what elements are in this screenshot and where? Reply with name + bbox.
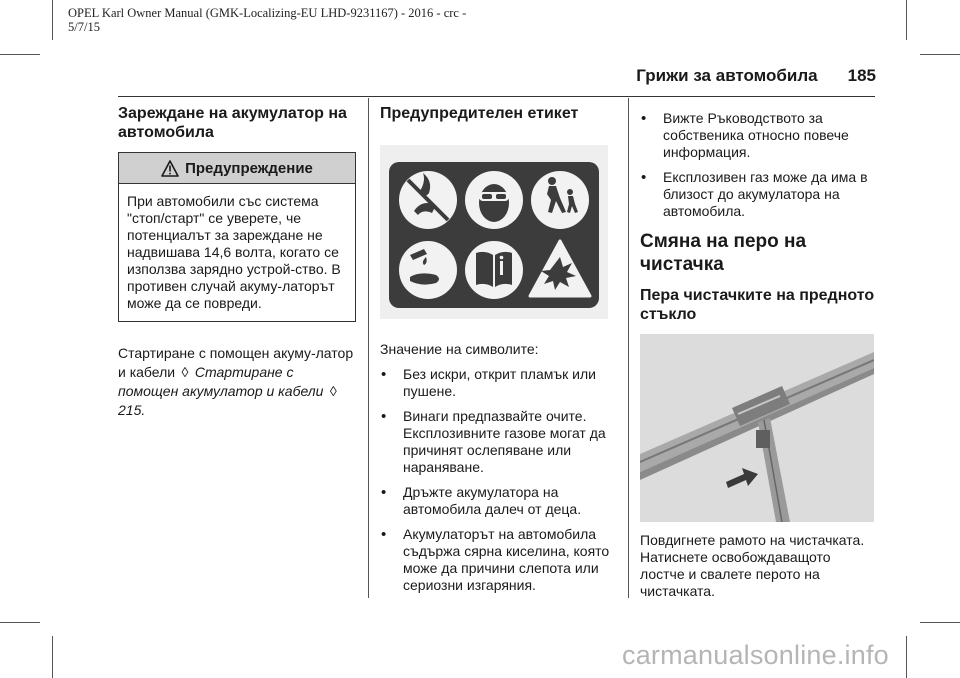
battery-warning-label-figure [380, 145, 618, 323]
column-divider [628, 98, 629, 598]
column-middle [380, 104, 618, 602]
jump-start-text: Стартиране с помощен акуму-латор и кабели [118, 345, 354, 380]
crop-mark [906, 0, 907, 40]
jump-start-paragraph [118, 344, 356, 420]
crop-mark [906, 636, 907, 678]
cross-reference-icon: ◊ [329, 383, 337, 399]
crop-mark [920, 622, 960, 623]
symbols-list-continued [640, 110, 876, 220]
wiper-replacement-heading: Смяна на перо на чистачка [640, 231, 807, 275]
wiper-caption: Повдигнете рамото на чистачката. Натиснете освобождаващото лостче и свалете перото на чистачката. [640, 532, 865, 599]
battery-charging-heading: Зареждане на акумулатор на автомобила [118, 105, 347, 141]
crop-mark [52, 636, 53, 678]
section-title: Грижи за автомобила [636, 66, 818, 85]
cross-reference-icon: ◊ [181, 364, 189, 380]
warning-label-heading: Предупредителен етикет [380, 105, 579, 122]
crop-mark [0, 622, 40, 623]
warning-title: Предупреждение [185, 159, 313, 177]
warning-triangle-icon [161, 160, 179, 177]
list-item: • Дръжте акумулатора на автомобила далеч от деца. [380, 484, 618, 518]
crop-mark [920, 54, 960, 55]
crop-mark [0, 54, 40, 55]
warning-text: При автомобили със система "стоп/старт" се уверете, че потенциалът за зареждане не надвишава 14,6 волта, когато се използва зарядно устрой-ство. В противен случай акуму-латорът може да се повреди. [127, 193, 341, 311]
list-item: • Вижте Ръководството за собственика относно повече информация. [640, 110, 876, 161]
cross-reference-link[interactable]: Стартиране с помощен акумулатор и кабели [118, 364, 324, 399]
watermark: carmanualsonline.info [622, 640, 889, 670]
page-number: 185 [847, 66, 876, 85]
list-item: • Експлозивен газ може да има в близост до акумулатора на автомобила. [640, 169, 876, 220]
column-divider [368, 98, 369, 598]
wiper-blade-figure [640, 334, 874, 522]
column-right [640, 104, 876, 600]
symbols-intro: Значение на символите: [380, 341, 539, 357]
crop-mark [52, 0, 53, 40]
warning-box [118, 152, 356, 322]
list-item: • Без искри, открит пламък или пушене. [380, 366, 618, 400]
warning-header [119, 153, 355, 184]
print-metadata-line: OPEL Karl Owner Manual (GMK-Localizing-EU LHD-9231167) - 2016 - crc - [68, 6, 467, 20]
running-header [560, 66, 876, 86]
list-item: • Винаги предпазвайте очите. Експлозивните газове могат да причинят ослепяване или нараняване. [380, 408, 618, 476]
column-left [118, 104, 356, 420]
symbols-list [380, 366, 618, 594]
windscreen-wiper-heading: Пера чистачките на предното стъкло [640, 287, 875, 323]
header-rule [118, 96, 875, 97]
eye-protection-icon [479, 184, 509, 222]
print-metadata-date: 5/7/15 [68, 20, 100, 34]
print-metadata [68, 6, 528, 34]
battery-warning-label-image [380, 145, 608, 319]
list-item: • Акумулаторът на автомобила съдържа сярна киселина, която може да причини слепота или сериозни изгаряния. [380, 526, 618, 594]
cross-reference-page[interactable]: 215. [118, 402, 146, 418]
